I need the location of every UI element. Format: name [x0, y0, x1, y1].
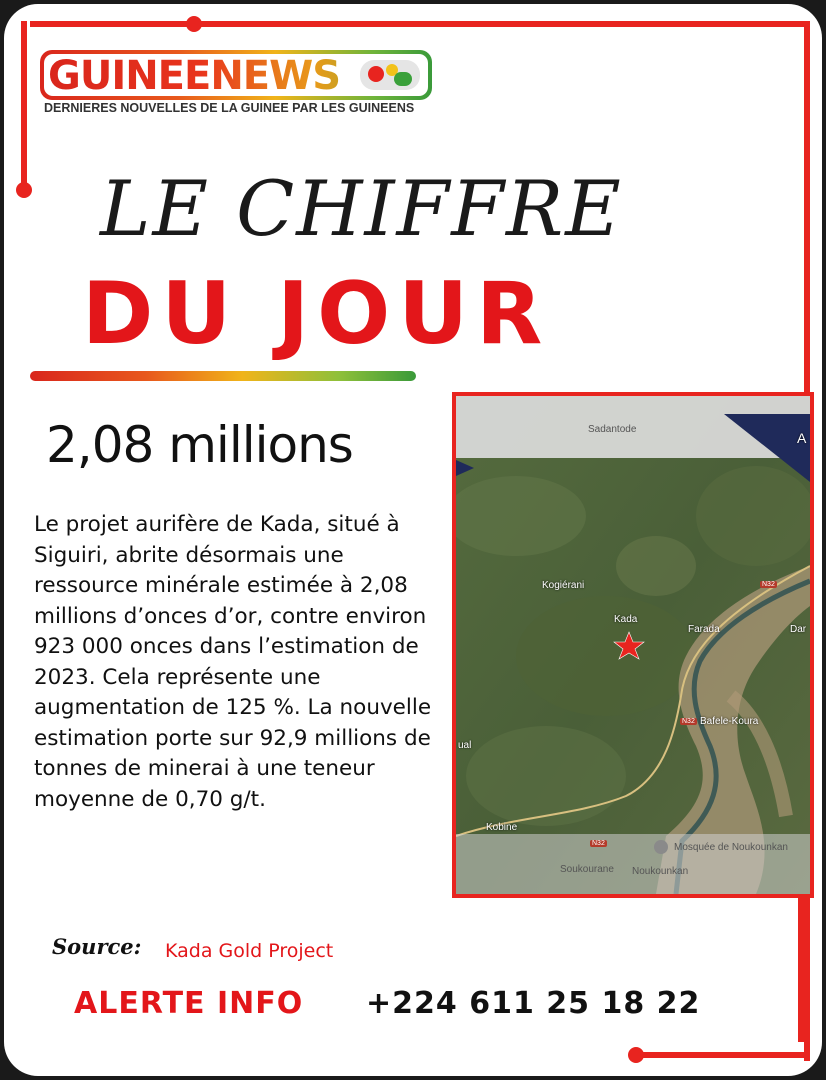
map-label-noukounkan: Noukounkan	[632, 866, 689, 877]
map-label-sadantode: Sadantode	[588, 424, 637, 435]
key-figure: 2,08 millions	[46, 416, 353, 474]
satellite-map-graphic	[456, 396, 810, 894]
frame-left-line	[21, 21, 27, 191]
source-value: Kada Gold Project	[165, 940, 334, 962]
map-label-ual: ual	[458, 740, 472, 751]
logo-tagline: DERNIERES NOUVELLES DE LA GUINEE PAR LES GUINEENS	[44, 101, 415, 115]
article-body: Le projet aurifère de Kada, situé à Siguiri, abrite désormais une ressource minérale estimée à 2,08 millions d’onces d’or, contre environ 923 000 onces dans l’estimation de 2023. Cela représente une augmentation de 125 %. La nouvelle estimation porte sur 92,9 millions de tonnes de minerai à une teneur moyenne de 0,70 g/t.	[34, 512, 432, 812]
map-label-bafele: Bafele-Koura	[700, 716, 759, 727]
map-label-soukourane: Soukourane	[560, 864, 614, 875]
logo-wordmark: GUINEENEWS	[48, 52, 428, 100]
frame-bottom-line	[634, 1052, 810, 1058]
infographic-card	[4, 4, 822, 1076]
road-badge-n32-a: N32	[762, 581, 775, 588]
frame-dot-top	[186, 16, 202, 32]
map-label-kada: Kada	[614, 614, 638, 625]
map-label-kogierani: Kogiérani	[542, 580, 585, 591]
map-label-kobine: Kobine	[486, 822, 518, 833]
road-badge-n32-b: N32	[682, 718, 695, 725]
map-label-mosquee: Mosquée de Noukounkan	[674, 842, 788, 853]
road-badge-n32-c: N32	[592, 840, 605, 847]
frame-map-connector	[798, 896, 804, 1042]
headline-line-2: DU JOUR	[82, 264, 551, 364]
map-label-dar: Dar	[790, 624, 807, 635]
alert-info-label: ALERTE INFO	[74, 986, 304, 1021]
map-image	[452, 392, 814, 898]
frame-dot-left	[16, 182, 32, 198]
logo-globe-icon	[360, 60, 420, 90]
headline-line-1: LE CHIFFRE	[100, 164, 623, 253]
phone-number: +224 611 25 18 22	[366, 986, 701, 1021]
frame-dot-bottom	[628, 1047, 644, 1063]
frame-top-line	[30, 21, 806, 27]
source-label: Source:	[52, 934, 142, 959]
map-label-corner: A	[797, 430, 807, 446]
map-label-farada: Farada	[688, 624, 720, 635]
color-divider	[30, 371, 416, 381]
